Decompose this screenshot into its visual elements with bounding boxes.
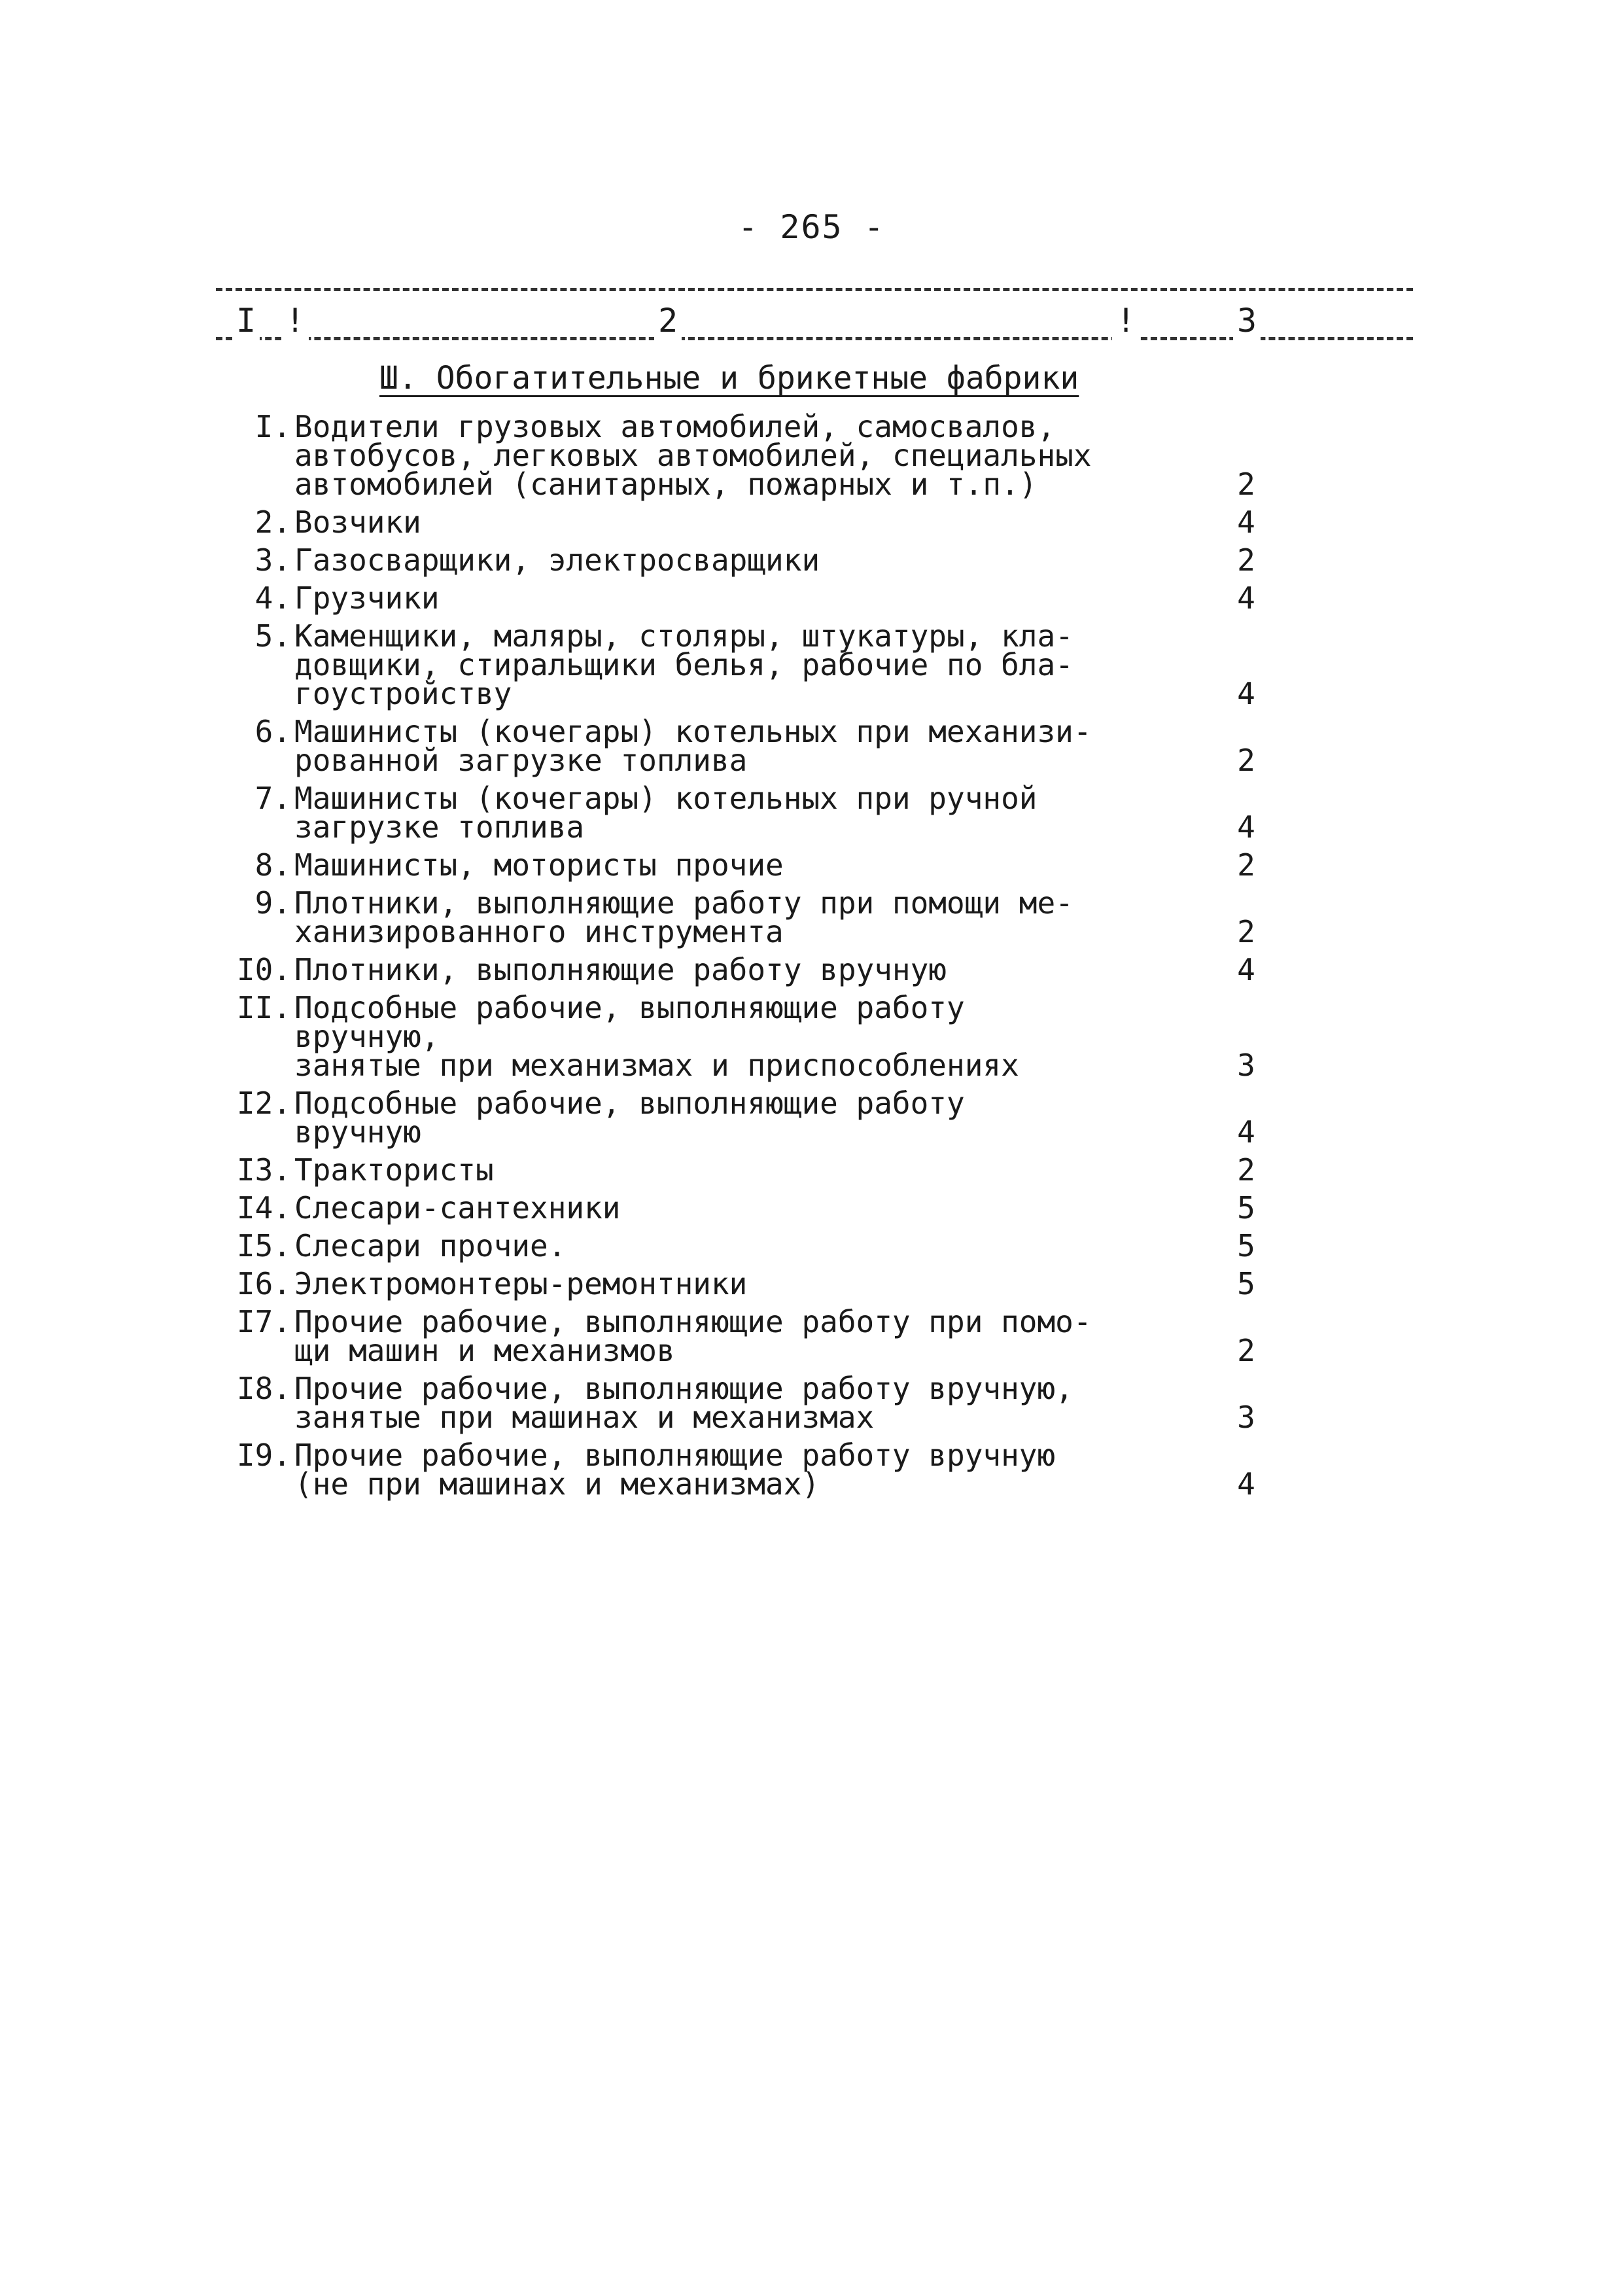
- list-item-text: Трактористы: [294, 1152, 494, 1188]
- list-item-value: 4: [1237, 809, 1255, 845]
- list-item-text: Подсобные рабочие, выполняющие работу вручную, занятые при механизмах и приспособлениях: [294, 990, 1019, 1083]
- list-item-number: I6.: [236, 1266, 291, 1301]
- list-item-value: 2: [1237, 467, 1255, 502]
- list-item: [222, 1304, 1302, 1368]
- list-item-number: I3.: [236, 1152, 291, 1188]
- list-item-text: Плотники, выполняющие работу вручную: [294, 952, 947, 987]
- list-item-number: I0.: [236, 952, 291, 987]
- list-item-value: 4: [1237, 1466, 1255, 1502]
- list-item-text: Слесари прочие.: [294, 1228, 567, 1263]
- header-top-rule: [216, 288, 1413, 291]
- list-item-number: I.: [254, 409, 291, 444]
- list-item-number: I2.: [236, 1086, 291, 1121]
- list-item-number: 3.: [254, 542, 291, 578]
- list-item-value: 5: [1237, 1190, 1255, 1226]
- list-item-text: Прочие рабочие, выполняющие работу при помо- щи машин и механизмов: [294, 1304, 1092, 1368]
- list-item-value: 2: [1237, 542, 1255, 578]
- list-item-value: 4: [1237, 504, 1255, 540]
- column-3-heading: 3: [1233, 301, 1261, 340]
- list-item-number: 4.: [254, 580, 291, 616]
- list-item: [222, 504, 1302, 540]
- list-item-text: Машинисты (кочегары) котельных при механизи- рованной загрузке топлива: [294, 714, 1092, 778]
- column-separator-2: !: [1112, 301, 1140, 340]
- worker-list: [222, 409, 1302, 1508]
- list-item-value: 3: [1237, 1048, 1255, 1083]
- list-item-value: 4: [1237, 952, 1255, 987]
- list-item: [222, 885, 1302, 949]
- list-item: [222, 714, 1302, 778]
- list-item: [222, 1371, 1302, 1435]
- list-item-value: 2: [1237, 1333, 1255, 1368]
- list-item-text: Электромонтеры-ремонтники: [294, 1266, 748, 1301]
- list-item-text: Возчики: [294, 504, 421, 540]
- list-item-value: 5: [1237, 1228, 1255, 1263]
- list-item: [222, 618, 1302, 711]
- list-item-text: Подсобные рабочие, выполняющие работу вручную: [294, 1086, 965, 1150]
- list-item-number: 8.: [254, 847, 291, 883]
- table-header: [216, 275, 1413, 353]
- list-item-text: Каменщики, маляры, столяры, штукатуры, кла- довщики, стиральщики белья, рабочие по бла- гоустройству: [294, 618, 1073, 711]
- list-item-value: 2: [1237, 1152, 1255, 1188]
- list-item-text: Водители грузовых автомобилей, самосвалов, автобусов, легковых автомобилей, специальных автомобилей (санитарных, пожарных и т.п.): [294, 409, 1092, 502]
- list-item: [222, 409, 1302, 502]
- list-item-value: 4: [1237, 1114, 1255, 1150]
- list-item-text: Машинисты, мотористы прочие: [294, 847, 784, 883]
- list-item: [222, 847, 1302, 883]
- list-item-value: 2: [1237, 743, 1255, 778]
- column-2-heading: 2: [654, 301, 682, 340]
- list-item-value: 4: [1237, 676, 1255, 711]
- list-item-number: 6.: [254, 714, 291, 749]
- list-item: [222, 1086, 1302, 1150]
- list-item: [222, 1152, 1302, 1188]
- list-item-text: Прочие рабочие, выполняющие работу вручную (не при машинах и механизмах): [294, 1438, 1056, 1502]
- section-title: Ш. Обогатительные и брикетные фабрики: [379, 360, 1079, 397]
- list-item-number: I8.: [236, 1371, 291, 1406]
- list-item-number: I4.: [236, 1190, 291, 1226]
- list-item-number: I9.: [236, 1438, 291, 1473]
- list-item-value: 3: [1237, 1400, 1255, 1435]
- list-item: [222, 542, 1302, 578]
- list-item-text: Плотники, выполняющие работу при помощи ме- ханизированного инструмента: [294, 885, 1073, 949]
- list-item-text: Грузчики: [294, 580, 440, 616]
- list-item-number: I7.: [236, 1304, 291, 1339]
- list-item-number: 2.: [254, 504, 291, 540]
- column-1-heading: I: [232, 301, 260, 340]
- page-number: - 265 -: [738, 208, 885, 246]
- column-separator-1: !: [281, 301, 309, 340]
- list-item: [222, 952, 1302, 987]
- list-item-number: 7.: [254, 781, 291, 816]
- list-item-value: 2: [1237, 914, 1255, 949]
- list-item: [222, 580, 1302, 616]
- list-item: [222, 1266, 1302, 1301]
- list-item-text: Прочие рабочие, выполняющие работу вручную, занятые при машинах и механизмах: [294, 1371, 1073, 1435]
- list-item-text: Газосварщики, электросварщики: [294, 542, 820, 578]
- list-item: [222, 1190, 1302, 1226]
- list-item-number: 5.: [254, 618, 291, 654]
- list-item: [222, 1228, 1302, 1263]
- list-item-number: II.: [236, 990, 291, 1025]
- list-item-value: 4: [1237, 580, 1255, 616]
- list-item: [222, 1438, 1302, 1502]
- list-item-value: 2: [1237, 847, 1255, 883]
- list-item-value: 5: [1237, 1266, 1255, 1301]
- list-item-text: Машинисты (кочегары) котельных при ручной загрузке топлива: [294, 781, 1038, 845]
- list-item: [222, 781, 1302, 845]
- list-item-number: 9.: [254, 885, 291, 921]
- list-item-number: I5.: [236, 1228, 291, 1263]
- list-item-text: Слесари-сантехники: [294, 1190, 621, 1226]
- list-item: [222, 990, 1302, 1083]
